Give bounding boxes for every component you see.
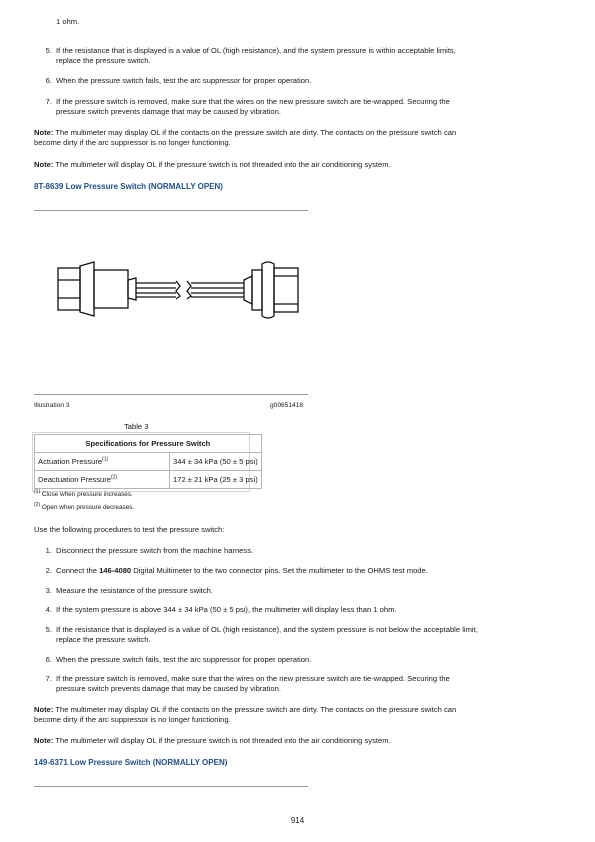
table-cell: 172 ± 21 kPa (25 ± 3 psi) — [170, 471, 262, 489]
row-label: Deactuation Pressure — [38, 475, 112, 484]
list-text: pressure switch prevents damage that may be caused by vibration. — [56, 684, 281, 693]
part-number: 146-4080 — [99, 566, 132, 575]
divider — [34, 394, 308, 395]
table-title: Table 3 — [124, 422, 149, 431]
list-number: 7. — [45, 674, 52, 683]
list-text: If the pressure switch is removed, make sure that the wires on the new pressure switch are tie-wrapped. Securing the — [56, 97, 450, 106]
note — [34, 160, 570, 170]
row-label: Actuation Pressure — [38, 457, 103, 466]
table-header: Specifications for Pressure Switch — [35, 435, 262, 453]
list-number: 3. — [45, 586, 52, 595]
list-text: pressure switch prevents damage that may be caused by vibration. — [56, 107, 281, 116]
list-number: 2. — [45, 566, 52, 575]
list-text: replace the pressure switch. — [56, 56, 151, 65]
illustration-label: Illustration 3 — [34, 402, 70, 409]
footnote-text: Close when pressure increases. — [40, 491, 133, 498]
illustration-id: g00651418 — [270, 402, 304, 409]
note-label: Note: — [34, 160, 54, 169]
list-text: Connect the — [56, 566, 100, 575]
table-row — [35, 453, 262, 471]
list-text: If the resistance that is displayed is a value of OL (high resistance), and the system pressure is within acceptable limits, — [56, 46, 456, 55]
footnote-mark: (2) — [34, 501, 41, 508]
spec-table — [34, 434, 262, 489]
list-text: Disconnect the pressure switch from the machine harness. — [56, 546, 254, 555]
footnote-text: Open when pressure decreases. — [40, 504, 135, 511]
list-number: 6. — [45, 76, 52, 85]
list-text: If the system pressure is above 344 ± 34 kPa (50 ± 5 psi), the multimeter will display less than 1 ohm. — [56, 605, 397, 614]
list-text: Measure the resistance of the pressure switch. — [56, 586, 214, 595]
section-heading: 8T-8639 Low Pressure Switch (NORMALLY OPEN) — [34, 182, 223, 191]
note-text: The multimeter will display OL if the pressure switch is not threaded into the air conditioning system. — [53, 160, 391, 169]
table-cell — [35, 471, 170, 489]
list-text: If the pressure switch is removed, make sure that the wires on the new pressure switch are tie-wrapped. Securing the — [56, 674, 450, 683]
divider — [34, 210, 308, 211]
page-number: 914 — [290, 816, 305, 825]
list-number: 4. — [45, 605, 52, 614]
list-text: Digital Multimeter to the two connector pins. Set the multimeter to the OHMS test mode. — [131, 566, 428, 575]
list-number: 1. — [45, 546, 52, 555]
note — [34, 705, 570, 725]
list-number: 7. — [45, 97, 52, 106]
continued-text: 1 ohm. — [56, 17, 80, 26]
list-text: If the resistance that is displayed is a value of OL (high resistance), and the system pressure is not below the acceptable limit, — [56, 625, 478, 634]
divider — [34, 786, 308, 787]
table-cell — [35, 453, 170, 471]
note — [34, 128, 570, 148]
footnote — [34, 488, 133, 498]
note-label: Note: — [34, 736, 54, 745]
footnote — [34, 501, 135, 511]
section-heading: 149-6371 Low Pressure Switch (NORMALLY OPEN) — [34, 758, 228, 767]
footnote-ref: (2) — [111, 474, 118, 481]
procedure-intro: Use the following procedures to test the pressure switch: — [34, 525, 225, 534]
footnote-mark: (1) — [34, 488, 41, 495]
list-text: When the pressure switch fails, test the arc suppressor for proper operation. — [56, 76, 312, 85]
list-number: 5. — [45, 625, 52, 634]
note-text: The multimeter may display OL if the contacts on the pressure switch are dirty. The contacts on the pressure switch can — [53, 705, 457, 714]
list-number: 5. — [45, 46, 52, 55]
note-text: become dirty if the arc suppressor is no longer functioning. — [34, 715, 231, 724]
table-cell: 344 ± 34 kPa (50 ± 5 psi) — [170, 453, 262, 471]
list-text: When the pressure switch fails, test the arc suppressor for proper operation. — [56, 655, 312, 664]
footnote-ref: (1) — [102, 456, 109, 463]
note-label: Note: — [34, 705, 54, 714]
pressure-switch-illustration — [54, 256, 304, 322]
note — [34, 736, 570, 746]
list-number: 6. — [45, 655, 52, 664]
note-text: The multimeter may display OL if the contacts on the pressure switch are dirty. The contacts on the pressure switch can — [53, 128, 457, 137]
note-text: The multimeter will display OL if the pressure switch is not threaded into the air conditioning system. — [53, 736, 391, 745]
table-row — [35, 471, 262, 489]
table-header-row — [35, 435, 262, 453]
note-text: become dirty if the arc suppressor is no longer functioning. — [34, 138, 231, 147]
note-label: Note: — [34, 128, 54, 137]
list-text: replace the pressure switch. — [56, 635, 151, 644]
